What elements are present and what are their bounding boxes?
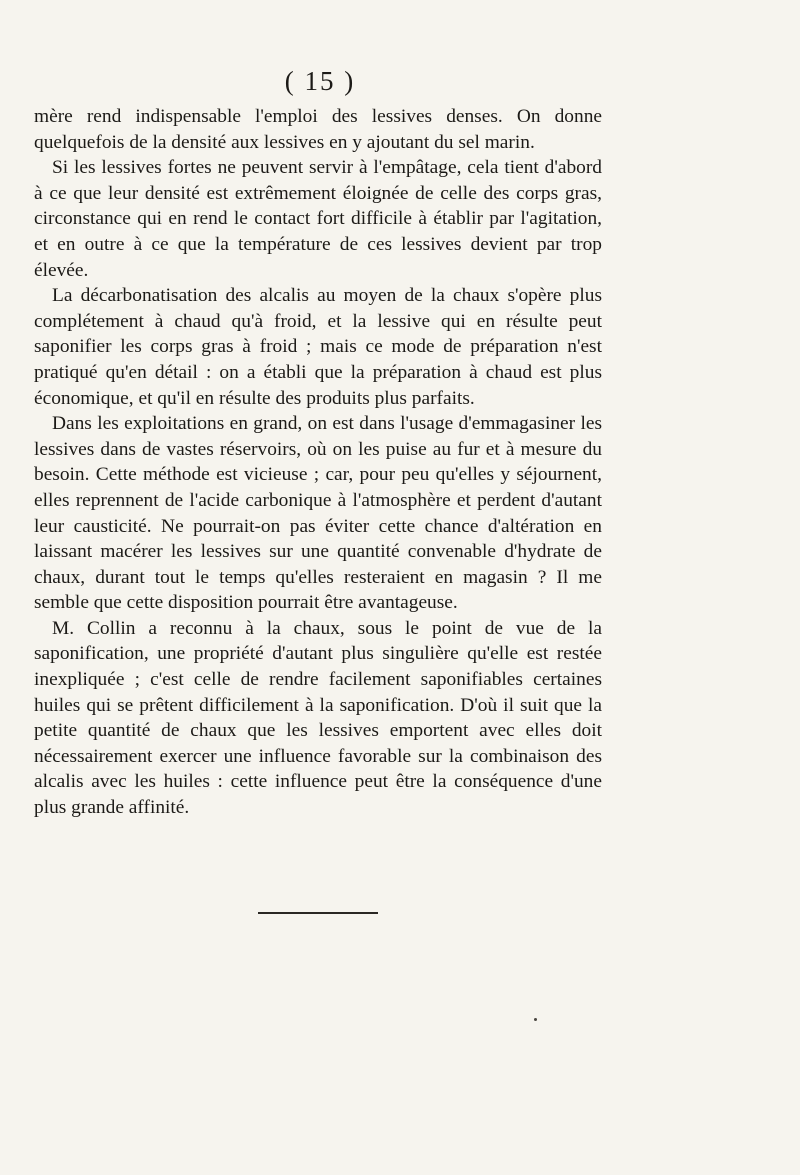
page-number: ( 15 ) (284, 66, 356, 96)
paragraph-1: mère rend indispensable l'emploi des lessives denses. On donne quelquefois de la densité aux lessives en y ajoutant du sel marin. (34, 106, 602, 153)
paragraph-5: M. Collin a reconnu à la chaux, sous le point de vue de la saponification, une propriété d'autant plus singulière qu'elle est restée inexpliquée ; c'est celle de rendre facilement saponifiables certaines huiles qui se prêtent difficilement à la saponification. D'où il suit que la petite quantité de chaux que les lessives emportent avec elles doit nécessairement exercer une influence favorable sur la combinaison des alcalis avec les huiles : cette influence peut être la conséquence d'une plus grande affinité. (34, 617, 602, 819)
ink-speck (534, 1018, 537, 1021)
paragraph-3: La décarbonatisation des alcalis au moyen de la chaux s'opère plus complétement à chaud qu'à froid, et la lessive qui en résulte peut saponifier les corps gras à froid ; mais ce mode de préparation n'est pratiqué qu'en détail : on a établi que la préparation à chaud est plus économique, et qu'il en résulte des produits plus parfaits. (34, 285, 602, 409)
section-divider (258, 912, 378, 914)
body-text (34, 104, 602, 821)
paragraph-4: Dans les exploitations en grand, on est dans l'usage d'emmagasiner les lessives dans de vastes réservoirs, où on les puise au fur et à mesure du besoin. Cette méthode est vicieuse ; car, pour peu qu'elles y séjournent, elles reprennent de l'acide carbonique à l'atmosphère et perdent d'autant leur causticité. Ne pourrait-on pas éviter cette chance d'altération en laissant macérer les lessives sur une quantité convenable d'hydrate de chaux, durant tout le temps qu'elles resteraient en magasin ? Il me semble que cette disposition pourrait être avantageuse. (34, 413, 602, 614)
paragraph-2: Si les lessives fortes ne peuvent servir à l'empâtage, cela tient d'abord à ce que leur densité est extrêmement éloignée de celle des corps gras, circonstance qui en rend le contact fort difficile à établir par l'agitation, et en outre à ce que la température de ces lessives devient par trop élevée. (34, 157, 602, 281)
